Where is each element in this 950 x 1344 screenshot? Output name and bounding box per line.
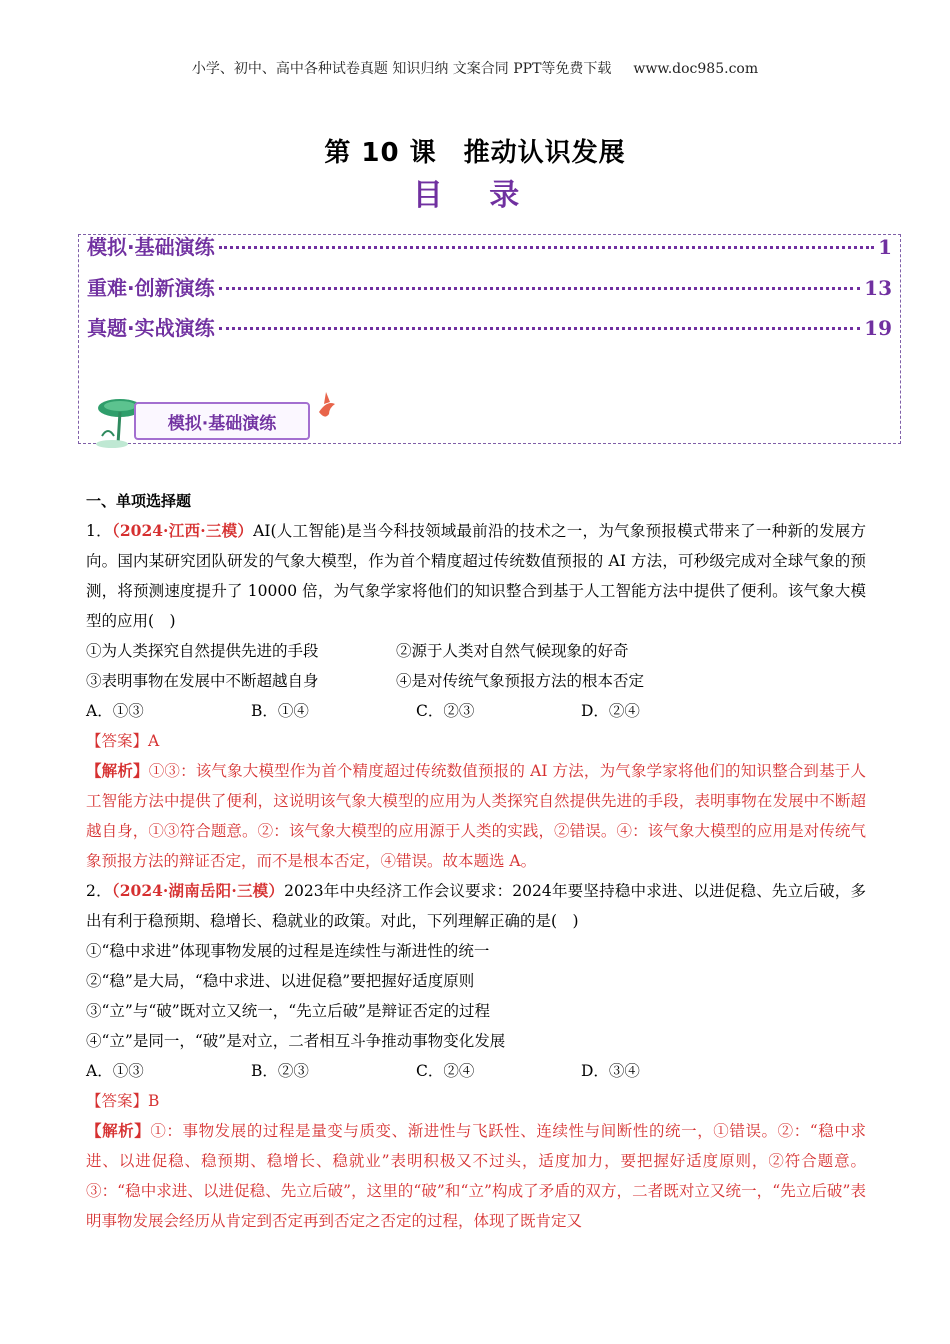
analysis (86, 1116, 866, 1236)
analysis-label: 【解析】 (86, 761, 149, 780)
toc-item-innovation[interactable] (87, 272, 892, 301)
analysis (86, 756, 866, 876)
choice-row (86, 1056, 866, 1086)
statement-row (86, 636, 866, 666)
statement: ②“稳”是大局，“稳中求进、以进促稳”要把握好适度原则 (86, 972, 475, 990)
analysis-label: 【解析】 (86, 1121, 151, 1140)
header-text: 小学、初中、高中各种试卷真题 知识归纳 文案合同 PPT等免费下载 (191, 61, 612, 77)
choice-a[interactable]: A．①③ (86, 702, 144, 720)
analysis-text: ①③：该气象大模型作为首个精度超过传统数值预报的 AI 方法，为气象学家将他们的知识整合到基于人工智能方法中提供了便利，这说明该气象大模型的应用为人类探究自然提供先进的手段，表明事物在发展中不断超越自身，①③符合题意。②：该气象大模型的应用源于人类的实践，②错误。④：该气象大模型的应用是对传统气象预报方法的辩证否定，而不是根本否定，④错误。故本题选 A。 (86, 762, 866, 870)
statement: ④“立”是同一，“破”是对立，二者相互斗争推动事物变化发展 (86, 1032, 506, 1050)
toc-item-basic[interactable] (87, 231, 892, 260)
statement: ②源于人类对自然气候现象的好奇 (396, 642, 629, 660)
choice-c[interactable]: C．②④ (416, 1062, 475, 1080)
page-header (0, 58, 950, 78)
toc-leader-dots (219, 245, 874, 249)
statement: ③“立”与“破”既对立又统一，“先立后破”是辩证否定的过程 (86, 1002, 491, 1020)
choice-a[interactable]: A．①③ (86, 1062, 144, 1080)
choice-b[interactable]: B．①④ (251, 702, 309, 720)
question-text: 2023年中央经济工作会议要求：2024年要坚持稳中求进、以进促稳、先立后破，多出有利于稳预期、稳增长、稳就业的政策。对此，下列理解正确的是( ) (86, 882, 866, 930)
question-source: （2024·湖南岳阳·三模） (111, 881, 285, 900)
toc-leader-dots (219, 326, 861, 330)
toc-item-label: 真题·实战演练 (87, 316, 215, 340)
toc-heading: 目 录 (412, 178, 538, 213)
answer-value: A (148, 732, 160, 750)
answer (86, 1086, 866, 1116)
answer (86, 726, 866, 756)
answer-label: 【答案】 (86, 732, 149, 750)
section-banner (94, 384, 344, 452)
main-content (86, 486, 866, 1236)
header-url[interactable]: www.doc985.com (633, 61, 759, 77)
statement: ④是对传统气象预报方法的根本否定 (396, 672, 645, 690)
question-stem (86, 516, 866, 636)
toc-item-real-exam[interactable] (87, 312, 892, 341)
statement-row (86, 666, 866, 696)
question-1 (86, 516, 866, 876)
answer-value: B (148, 1092, 160, 1110)
choice-d[interactable]: D．②④ (581, 702, 640, 720)
question-text: AI(人工智能)是当今科技领域最前沿的技术之一，为气象预报模式带来了一种新的发展方向。国内某研究团队研发的气象大模型，作为首个精度超过传统数值预报的 AI 方法，可秒级完成对全球气象的预测，将预测速度提升了 10000 倍，为气象学家将他们的知识整合到基于人工智能方法中提供了便利。该气象大模型的应用( ) (86, 522, 866, 630)
toc-item-page: 19 (864, 316, 892, 340)
analysis-text: ①：事物发展的过程是量变与质变、渐进性与飞跃性、连续性与间断性的统一，①错误。②：“稳中求进、以进促稳、稳预期、稳增长、稳就业”表明积极又不过头，适度加力，要把握好适度原则，②符合题意。③：“稳中求进、以进促稳、先立后破”，这里的“破”和“立”构成了矛盾的双方，二者既对立又统一，“先立后破”表明事物发展会经历从肯定到否定再到否定之否定的过程，体现了既肯定又 (86, 1122, 866, 1230)
toc-leader-dots (219, 286, 861, 290)
choice-b[interactable]: B．②③ (251, 1062, 309, 1080)
choice-d[interactable]: D．③④ (581, 1062, 640, 1080)
answer-label: 【答案】 (86, 1092, 149, 1110)
banner-label: 模拟·基础演练 (134, 402, 310, 440)
question-2 (86, 876, 866, 1236)
statement: ①“稳中求进”体现事物发展的过程是连续性与渐进性的统一 (86, 942, 490, 960)
toc-item-page: 1 (878, 235, 892, 259)
question-number: 2． (86, 882, 112, 900)
toc-item-page: 13 (864, 276, 892, 300)
choice-row (86, 696, 866, 726)
statement: ①为人类探究自然提供先进的手段 (86, 642, 319, 660)
statement: ③表明事物在发展中不断超越自身 (86, 672, 319, 690)
toc-item-label: 模拟·基础演练 (87, 235, 215, 259)
toc-item-label: 重难·创新演练 (87, 276, 215, 300)
section-title: 一、单项选择题 (86, 492, 192, 510)
question-stem (86, 876, 866, 936)
question-source: （2024·江西·三模） (111, 521, 254, 540)
choice-c[interactable]: C．②③ (416, 702, 475, 720)
lesson-title: 第 10 课 推动认识发展 (324, 138, 626, 168)
question-number: 1． (86, 522, 112, 540)
